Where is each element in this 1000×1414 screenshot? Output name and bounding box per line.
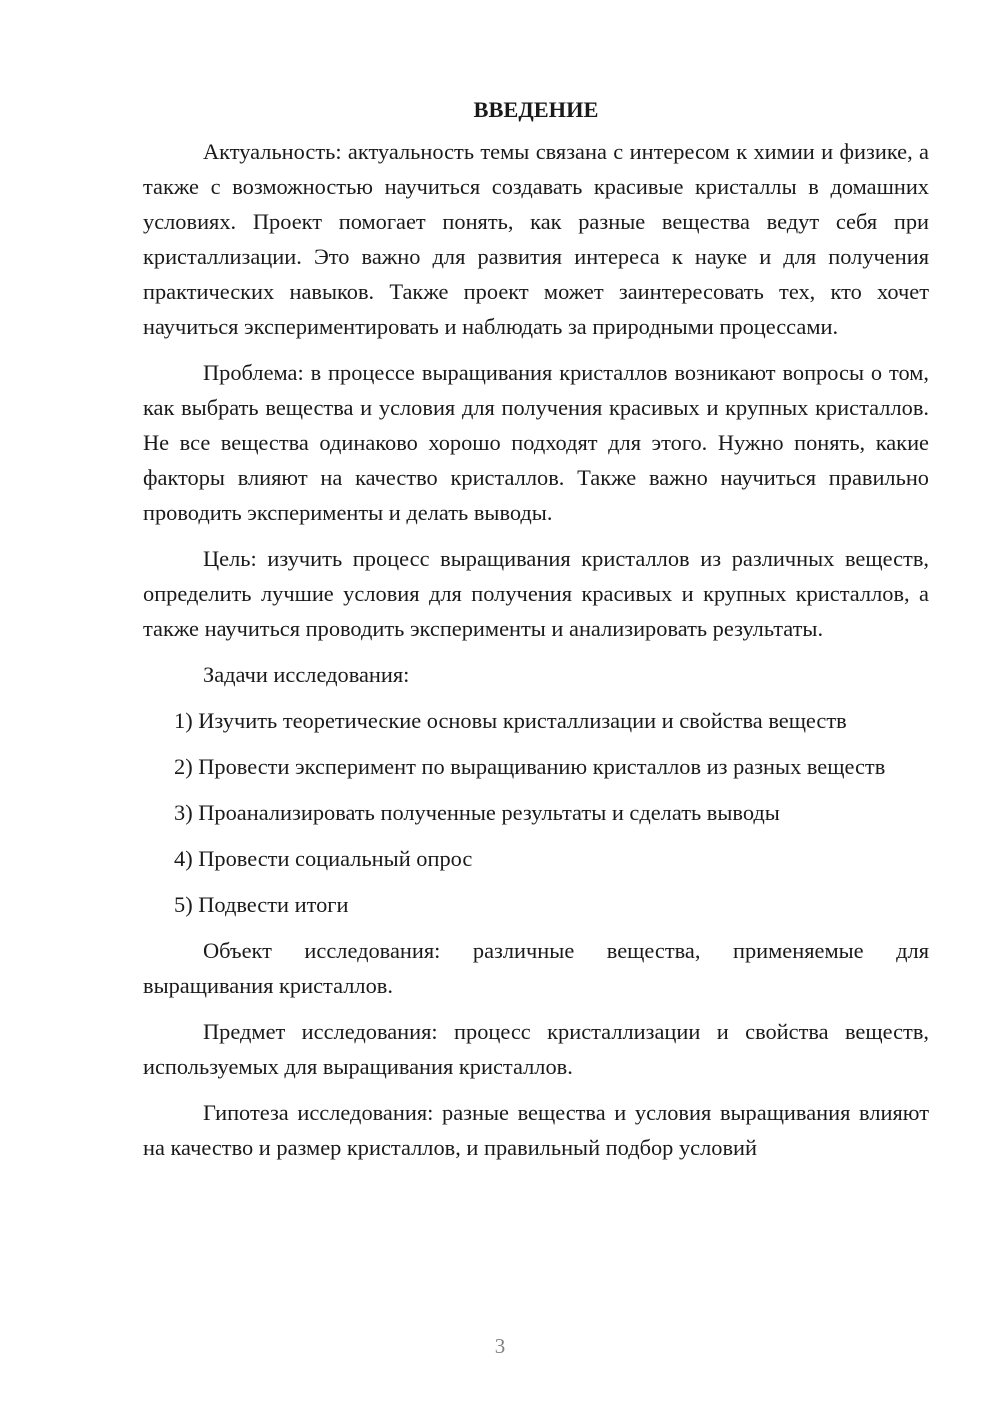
document-page [143,92,929,1176]
paragraph-problem: Проблема: в процессе выращивания кристаллов возникают вопросы о том, как выбрать вещества и условия для получения красивых и крупных кристаллов. Не все вещества одинаково хорошо подходят для этого. Нужно понять, какие факторы влияют на качество кристаллов. Также важно научиться правильно проводить эксперименты и делать выводы. [143,360,929,525]
task-item-2: 2) Провести эксперимент по выращиванию кристаллов из разных веществ [174,754,886,779]
paragraph-goal: Цель: изучить процесс выращивания кристаллов из различных веществ, определить лучшие условия для получения красивых и крупных кристаллов, а также научиться проводить эксперименты и анализировать результаты. [143,546,929,641]
task-item-1: 1) Изучить теоретические основы кристаллизации и свойства веществ [174,708,847,733]
page-number: 3 [494,1334,506,1358]
paragraph-tasks-heading: Задачи исследования: [203,662,410,687]
task-item-5: 5) Подвести итоги [174,892,349,917]
paragraph-subject: Предмет исследования: процесс кристаллизации и свойства веществ, используемых для выращивания кристаллов. [143,1019,929,1079]
paragraph-relevance: Актуальность: актуальность темы связана с интересом к химии и физике, а также с возможностью научиться создавать красивые кристаллы в домашних условиях. Проект помогает понять, как разные вещества ведут себя при кристаллизации. Это важно для развития интереса к науке и для получения практических навыков. Также проект может заинтересовать тех, кто хочет научиться экспериментировать и наблюдать за природными процессами. [143,139,929,339]
section-title: ВВЕДЕНИЕ [473,97,599,122]
task-item-3: 3) Проанализировать полученные результаты и сделать выводы [174,800,780,825]
paragraph-object: Объект исследования: различные вещества, применяемые для выращивания кристаллов. [143,938,929,998]
task-item-4: 4) Провести социальный опрос [174,846,473,871]
paragraph-hypothesis: Гипотеза исследования: разные вещества и условия выращивания влияют на качество и размер кристаллов, и правильный подбор условий [143,1100,929,1160]
